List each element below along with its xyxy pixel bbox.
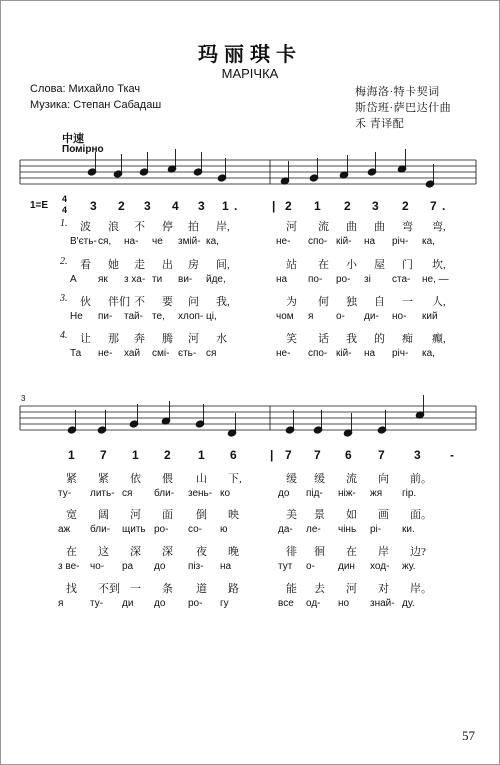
verse-number: 1. bbox=[60, 218, 68, 229]
lyric-ukrainian: чом bbox=[276, 311, 294, 322]
lyric-ukrainian: ка, bbox=[206, 236, 219, 247]
lyric-chinese: 深 bbox=[162, 546, 173, 558]
lyric-ukrainian: до bbox=[154, 561, 166, 572]
lyric-ukrainian: річ- bbox=[392, 348, 409, 359]
lyric-chinese: 笑 bbox=[286, 333, 297, 345]
lyric-ukrainian: чінь bbox=[338, 524, 357, 535]
lyric-chinese: 面 bbox=[162, 509, 173, 521]
lyric-ukrainian: те, bbox=[152, 311, 165, 322]
lyric-chinese: 曲 bbox=[374, 221, 385, 233]
lyric-chinese: 的 bbox=[374, 333, 385, 345]
lyric-chinese: 停 bbox=[162, 221, 173, 233]
lyric-ukrainian: ди- bbox=[364, 311, 379, 322]
lyric-ukrainian: Не bbox=[70, 311, 83, 322]
lyric-ukrainian: все bbox=[278, 598, 294, 609]
lyric-chinese: 映 bbox=[228, 509, 239, 521]
jianpu-note: . bbox=[442, 199, 446, 213]
lyric-ukrainian: ди bbox=[122, 598, 134, 609]
lyric-ukrainian: змій- bbox=[178, 236, 201, 247]
lyric-chinese: 能 bbox=[286, 583, 297, 595]
jianpu-note: 2 bbox=[164, 448, 171, 462]
lyric-chinese: 自 bbox=[374, 296, 385, 308]
lyric-chinese: 一 bbox=[402, 296, 413, 308]
lyric-ukrainian: тай- bbox=[124, 311, 143, 322]
lyric-ukrainian: ки. bbox=[402, 524, 415, 535]
staff-time-signature: 4 bbox=[60, 168, 67, 179]
lyric-chinese: 房 bbox=[188, 259, 199, 271]
verse-number: 2. bbox=[60, 256, 68, 267]
jianpu-note: 7 bbox=[314, 448, 321, 462]
lyric-chinese: 不到 bbox=[98, 583, 120, 595]
measure-number: 3 bbox=[21, 394, 26, 403]
words-credit: Слова: Михайло Ткач bbox=[30, 83, 141, 95]
lyric-chinese: 出 bbox=[162, 259, 173, 271]
lyric-ukrainian: не- bbox=[98, 348, 113, 359]
jianpu-note: 7 bbox=[378, 448, 385, 462]
lyric-chinese: 曲 bbox=[346, 221, 357, 233]
lyric-ukrainian: по- bbox=[308, 274, 323, 285]
lyric-ukrainian: кій- bbox=[336, 236, 352, 247]
verse-number: 4. bbox=[60, 330, 68, 341]
lyric-chinese: 紧 bbox=[98, 473, 109, 485]
lyric-chinese: 不 bbox=[134, 221, 145, 233]
jianpu-note: 2 bbox=[344, 199, 351, 213]
lyric-chinese: 条 bbox=[162, 583, 173, 595]
jianpu-note: 3 bbox=[144, 199, 151, 213]
lyric-chinese: 紧 bbox=[66, 473, 77, 485]
lyric-ukrainian: ро- bbox=[336, 274, 351, 285]
lyric-ukrainian: со- bbox=[188, 524, 203, 535]
lyric-ukrainian: на bbox=[364, 348, 376, 359]
lyric-chinese: 徘 bbox=[286, 546, 297, 558]
lyric-ukrainian: ту- bbox=[58, 488, 72, 499]
lyric-ukrainian: єть- bbox=[178, 348, 197, 359]
lyric-chinese: 何 bbox=[318, 296, 329, 308]
lyric-ukrainian: ви- bbox=[178, 274, 193, 285]
lyric-chinese: 坎, bbox=[432, 259, 446, 271]
lyric-ukrainian: під- bbox=[306, 488, 323, 499]
lyric-chinese: 前。 bbox=[410, 473, 432, 485]
lyric-ukrainian: ся bbox=[122, 488, 133, 499]
lyric-chinese: 偎 bbox=[162, 473, 173, 485]
lyric-ukrainian: з ве- bbox=[58, 561, 80, 572]
lyric-chinese: 奔 bbox=[134, 333, 145, 345]
lyric-chinese: 屋 bbox=[374, 259, 385, 271]
jianpu-note: 2 bbox=[402, 199, 409, 213]
lyric-ukrainian: гір. bbox=[402, 488, 417, 499]
staff-time-signature: 4 bbox=[60, 176, 67, 187]
lyric-ukrainian: бли- bbox=[154, 488, 175, 499]
lyric-ukrainian: не, — bbox=[422, 274, 449, 285]
jianpu-note: . bbox=[234, 199, 238, 213]
lyric-ukrainian: хлоп- bbox=[178, 311, 204, 322]
jianpu-note: 6 bbox=[345, 448, 352, 462]
jianpu-note: 3 bbox=[90, 199, 97, 213]
lyric-chinese: 流 bbox=[346, 473, 357, 485]
lyric-chinese: 河 bbox=[188, 333, 199, 345]
jianpu-note: 3 bbox=[198, 199, 205, 213]
verse-number: 3. bbox=[60, 293, 68, 304]
lyric-chinese: 河 bbox=[286, 221, 297, 233]
lyric-chinese: 依 bbox=[130, 473, 141, 485]
music-credit: Музика: Степан Сабадаш bbox=[30, 99, 162, 111]
lyric-ukrainian: ро- bbox=[188, 598, 203, 609]
lyric-chinese: 徊 bbox=[314, 546, 325, 558]
lyric-ukrainian: до bbox=[154, 598, 166, 609]
lyric-chinese: 景 bbox=[314, 509, 325, 521]
lyric-chinese: 让 bbox=[80, 333, 91, 345]
lyric-ukrainian: ся bbox=[206, 348, 217, 359]
lyric-ukrainian: А bbox=[70, 274, 77, 285]
jianpu-note: | bbox=[270, 448, 274, 462]
lyric-ukrainian: ю bbox=[220, 524, 228, 535]
lyric-chinese: 道 bbox=[196, 583, 207, 595]
cn-music-credit: 斯岱班·萨巴达什曲 bbox=[355, 102, 452, 114]
lyric-ukrainian: ці, bbox=[206, 311, 217, 322]
lyric-chinese: 问 bbox=[188, 296, 199, 308]
lyric-ukrainian: кій- bbox=[336, 348, 352, 359]
lyric-chinese: 岸。 bbox=[410, 583, 432, 595]
lyric-chinese: 话 bbox=[318, 333, 329, 345]
lyric-ukrainian: кий bbox=[422, 311, 438, 322]
jianpu-note: 1 bbox=[314, 199, 321, 213]
jianpu-note: 3 bbox=[414, 448, 421, 462]
lyric-chinese: 腾 bbox=[162, 333, 173, 345]
treble-clef-icon: 𝄞 bbox=[21, 401, 39, 436]
lyric-chinese: 流 bbox=[318, 221, 329, 233]
lyric-chinese: 癫, bbox=[432, 333, 446, 345]
lyric-chinese: 小 bbox=[346, 259, 357, 271]
lyric-chinese: 找 bbox=[66, 583, 77, 595]
lyric-chinese: 看 bbox=[80, 259, 91, 271]
lyric-ukrainian: жу. bbox=[402, 561, 416, 572]
lyric-ukrainian: ся, bbox=[98, 236, 112, 247]
jianpu-note: 6 bbox=[230, 448, 237, 462]
lyric-chinese: 宽 bbox=[66, 509, 77, 521]
lyric-ukrainian: ти bbox=[152, 274, 163, 285]
lyric-chinese: 门 bbox=[402, 259, 413, 271]
cn-arranger-credit: 禾 青译配 bbox=[355, 118, 405, 130]
lyric-chinese: 要 bbox=[162, 296, 173, 308]
tempo-chinese: 中速 bbox=[62, 133, 84, 145]
lyric-chinese: 拍 bbox=[188, 221, 199, 233]
lyric-chinese: 路 bbox=[228, 583, 239, 595]
lyric-ukrainian: В'єть- bbox=[70, 236, 97, 247]
lyric-chinese: 去 bbox=[314, 583, 325, 595]
lyric-ukrainian: жя bbox=[370, 488, 383, 499]
lyric-ukrainian: ту- bbox=[90, 598, 104, 609]
lyric-ukrainian: бли- bbox=[90, 524, 111, 535]
lyric-ukrainian: гу bbox=[220, 598, 229, 609]
jianpu-note: - bbox=[450, 448, 454, 462]
lyric-ukrainian: но- bbox=[392, 311, 407, 322]
lyric-chinese: 在 bbox=[318, 259, 329, 271]
lyric-ukrainian: з ха- bbox=[124, 274, 146, 285]
lyric-ukrainian: дин bbox=[338, 561, 355, 572]
lyric-ukrainian: че bbox=[152, 236, 163, 247]
lyric-chinese: 不 bbox=[134, 296, 145, 308]
lyric-chinese: 河 bbox=[346, 583, 357, 595]
lyric-ukrainian: ка, bbox=[422, 348, 435, 359]
jianpu-note: 1 bbox=[132, 448, 139, 462]
song-subtitle: МАРІЧКА bbox=[221, 66, 279, 81]
lyric-chinese: 画 bbox=[378, 509, 389, 521]
lyric-ukrainian: о- bbox=[336, 311, 345, 322]
song-title: 玛丽琪卡 bbox=[198, 44, 302, 66]
lyric-ukrainian: йде, bbox=[206, 274, 226, 285]
lyric-ukrainian: я bbox=[58, 598, 64, 609]
time-signature-top: 4 bbox=[62, 194, 68, 204]
jianpu-note: 2 bbox=[285, 199, 292, 213]
lyric-chinese: 走 bbox=[134, 259, 145, 271]
lyric-chinese: 她 bbox=[108, 259, 119, 271]
jianpu-note: 1 bbox=[198, 448, 205, 462]
lyric-ukrainian: ду. bbox=[402, 598, 415, 609]
lyric-chinese: 波 bbox=[80, 221, 91, 233]
tempo-ukrainian: Помірно bbox=[62, 144, 104, 155]
page-number: 57 bbox=[462, 728, 475, 743]
lyric-chinese: 如 bbox=[346, 509, 357, 521]
lyric-chinese: 弯, bbox=[432, 221, 446, 233]
lyric-ukrainian: аж bbox=[58, 524, 71, 535]
lyric-ukrainian: я bbox=[308, 311, 314, 322]
lyric-chinese: 下, bbox=[228, 473, 242, 485]
lyric-chinese: 这 bbox=[98, 546, 109, 558]
lyric-chinese: 面。 bbox=[410, 509, 432, 521]
lyric-ukrainian: ле- bbox=[306, 524, 321, 535]
jianpu-note: 1 bbox=[222, 199, 229, 213]
flat-sign-icon: ♭♭♭ bbox=[38, 162, 53, 173]
lyric-ukrainian: спо- bbox=[308, 348, 328, 359]
lyric-ukrainian: од- bbox=[306, 598, 321, 609]
cn-lyrics-credit: 梅海洛·特卡契词 bbox=[355, 86, 440, 98]
jianpu-note: 3 bbox=[372, 199, 379, 213]
flat-sign-icon: ♭♭♭ bbox=[38, 408, 53, 419]
lyric-chinese: 山 bbox=[196, 473, 207, 485]
lyric-chinese: 岸, bbox=[216, 221, 230, 233]
lyric-chinese: 水 bbox=[216, 333, 227, 345]
lyric-ukrainian: ход- bbox=[370, 561, 390, 572]
lyric-ukrainian: лить- bbox=[90, 488, 115, 499]
jianpu-note: 7 bbox=[100, 448, 107, 462]
lyric-chinese: 夜 bbox=[196, 546, 207, 558]
lyric-chinese: 深 bbox=[130, 546, 141, 558]
lyric-ukrainian: спо- bbox=[308, 236, 328, 247]
lyric-chinese: 一 bbox=[130, 583, 141, 595]
lyric-chinese: 边? bbox=[410, 546, 426, 558]
lyric-ukrainian: ста- bbox=[392, 274, 411, 285]
lyric-ukrainian: ніж- bbox=[338, 488, 356, 499]
lyric-ukrainian: зі bbox=[364, 274, 371, 285]
lyric-chinese: 缓 bbox=[314, 473, 325, 485]
lyric-ukrainian: смі- bbox=[152, 348, 170, 359]
lyric-ukrainian: но bbox=[338, 598, 350, 609]
lyric-chinese: 那 bbox=[108, 333, 119, 345]
lyric-chinese: 我 bbox=[346, 333, 357, 345]
lyric-ukrainian: пи- bbox=[98, 311, 113, 322]
lyric-ukrainian: ко bbox=[220, 488, 231, 499]
lyric-chinese: 伴们 bbox=[108, 296, 130, 308]
jianpu-note: 4 bbox=[172, 199, 179, 213]
lyric-chinese: 在 bbox=[66, 546, 77, 558]
lyric-chinese: 痴 bbox=[402, 333, 413, 345]
lyric-ukrainian: знай- bbox=[370, 598, 395, 609]
lyric-ukrainian: рі- bbox=[370, 524, 382, 535]
lyric-chinese: 我, bbox=[216, 296, 230, 308]
jianpu-note: 7 bbox=[285, 448, 292, 462]
jianpu-note: 1 bbox=[68, 448, 75, 462]
lyric-chinese: 弯 bbox=[402, 221, 413, 233]
lyric-ukrainian: тут bbox=[278, 561, 293, 572]
lyric-chinese: 独 bbox=[346, 296, 357, 308]
lyric-ukrainian: як bbox=[98, 274, 108, 285]
lyric-ukrainian: на- bbox=[124, 236, 139, 247]
lyric-ukrainian: хай bbox=[124, 348, 141, 359]
jianpu-note: 7 bbox=[430, 199, 437, 213]
lyric-ukrainian: ро- bbox=[154, 524, 169, 535]
lyric-ukrainian: річ- bbox=[392, 236, 409, 247]
jianpu-note: 2 bbox=[118, 199, 125, 213]
lyric-chinese: 美 bbox=[286, 509, 297, 521]
lyric-ukrainian: зень- bbox=[188, 488, 213, 499]
lyric-chinese: 为 bbox=[286, 296, 297, 308]
lyric-chinese: 伙 bbox=[80, 296, 91, 308]
jianpu-note: | bbox=[272, 199, 276, 213]
lyric-ukrainian: не- bbox=[276, 348, 291, 359]
lyric-ukrainian: піз- bbox=[188, 561, 204, 572]
lyric-chinese: 倒 bbox=[196, 509, 207, 521]
treble-clef-icon: 𝄞 bbox=[21, 155, 39, 190]
lyric-ukrainian: на bbox=[364, 236, 376, 247]
lyric-ukrainian: ка, bbox=[422, 236, 435, 247]
lyric-ukrainian: на bbox=[220, 561, 232, 572]
lyric-ukrainian: щить bbox=[122, 524, 146, 535]
lyric-chinese: 对 bbox=[378, 583, 389, 595]
lyric-chinese: 人, bbox=[432, 296, 446, 308]
lyric-ukrainian: не- bbox=[276, 236, 291, 247]
lyric-chinese: 晚 bbox=[228, 546, 239, 558]
lyric-chinese: 阔 bbox=[98, 509, 109, 521]
lyric-ukrainian: на bbox=[276, 274, 288, 285]
lyric-chinese: 岸 bbox=[378, 546, 389, 558]
lyric-chinese: 缓 bbox=[286, 473, 297, 485]
key-signature: 1=E bbox=[30, 200, 49, 211]
lyric-ukrainian: о- bbox=[306, 561, 315, 572]
lyric-chinese: 站 bbox=[286, 259, 297, 271]
time-signature-bottom: 4 bbox=[62, 205, 68, 215]
lyric-chinese: 浪 bbox=[108, 221, 119, 233]
lyric-chinese: 河 bbox=[130, 509, 141, 521]
lyric-chinese: 向 bbox=[378, 473, 389, 485]
lyric-chinese: 间, bbox=[216, 259, 230, 271]
lyric-chinese: 在 bbox=[346, 546, 357, 558]
lyric-ukrainian: ра bbox=[122, 561, 134, 572]
lyric-ukrainian: Та bbox=[70, 348, 82, 359]
lyric-ukrainian: да- bbox=[278, 524, 293, 535]
lyric-ukrainian: чо- bbox=[90, 561, 105, 572]
lyric-ukrainian: до bbox=[278, 488, 290, 499]
